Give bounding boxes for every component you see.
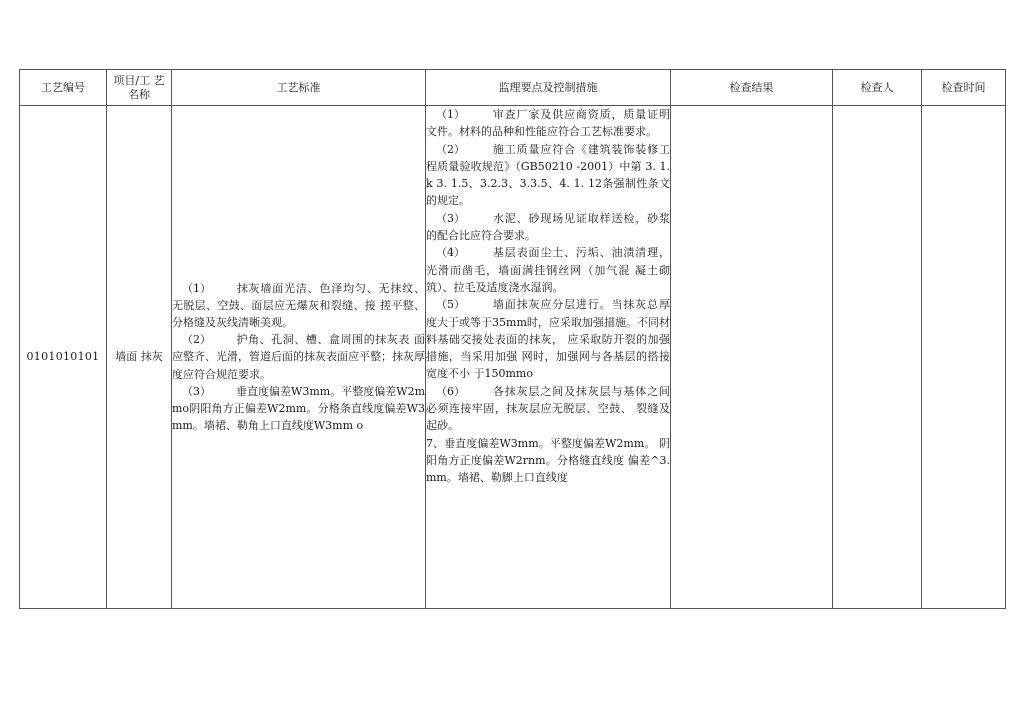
header-supervision-points: 监理要点及控制措施 <box>426 70 671 106</box>
supervision-item <box>426 106 670 141</box>
standard-item-text: 抹灰墙面光洁、色泽均匀、无抹纹、 无脱层、空鼓、面层应无爆灰和裂缝、接 搓平整、分格缝及灰线清晰美观。 <box>172 281 425 329</box>
supervision-item-text: 墙面抹灰应分层进行。当抹灰总厚 度大于或等于35mm时，应采取加强措施。不同材料基础交接处表面的抹灰， 应采取防开裂的加强措施，当采用加强 网时，加强网与各基层的搭接宽度不小 于150mmo <box>426 298 670 381</box>
supervision-item <box>426 296 670 382</box>
supervision-points-cell <box>426 106 671 609</box>
process-code-cell: 0101010101 <box>20 106 107 609</box>
header-inspector: 检查人 <box>833 70 922 106</box>
standard-item <box>172 383 425 435</box>
supervision-item-number: （3） <box>436 211 465 225</box>
header-inspection-result: 检查结果 <box>671 70 833 106</box>
header-item-name-line1: 项目/工 艺 <box>113 73 165 87</box>
supervision-item <box>426 210 670 245</box>
table-row <box>20 106 1006 609</box>
supervision-item <box>426 383 670 435</box>
supervision-item <box>426 244 670 296</box>
standard-item-number: （1） <box>182 281 211 295</box>
standard-item <box>172 280 425 332</box>
standard-item-number: （2） <box>182 333 211 347</box>
supervision-item <box>426 141 670 210</box>
header-item-name-line2: 名称 <box>128 87 150 101</box>
inspection-time-cell <box>922 106 1006 609</box>
header-inspection-time: 检查时间 <box>922 70 1006 106</box>
supervision-item-number: （6） <box>436 384 465 398</box>
standard-item <box>172 331 425 383</box>
header-row <box>20 70 1006 106</box>
supervision-item-number: （2） <box>436 142 465 156</box>
header-process-standard: 工艺标准 <box>172 70 426 106</box>
standard-item-text: 垂直度偏差W3mm。平整度偏差W2mmo阴阳角方正偏差W2mm。分格条直线度偏差W3mm。墙裙、勒角上口直线度W3mm o <box>172 384 425 433</box>
supervision-item-text: 7、垂直度偏差W3mm。平整度偏差W2mm。 阴阳角方正度偏差W2rnm。分格缝直线度 偏差^3. mm。墙裙、勒脚上口直线度 <box>426 436 670 485</box>
standard-item-text: 护角、孔洞、槽、盒周围的抹灰表 面应整齐、光滑，管道后面的抹灰表面应平整；抹灰厚度应符合规范要求。 <box>172 333 425 381</box>
supervision-item-text: 基层表面尘土、污垢、油渍清理， 光滑而凿毛，墙面满挂钢丝网（加气混 凝土砌筑）、拉毛及适度浇水湿润。 <box>426 246 670 294</box>
supervision-item-text: 水泥、砂现场见证取样送检，砂浆 的配合比应符合要求。 <box>426 211 670 243</box>
inspector-cell <box>833 106 922 609</box>
supervision-item-number: （5） <box>436 298 465 312</box>
header-item-name <box>107 70 172 106</box>
process-standard-cell <box>172 106 426 609</box>
supervision-item-number: （4） <box>436 246 465 260</box>
supervision-item-text: 施工质量应符合《建筑装饰装修工 程质量验收规范》（GB50210 -2001）中第 3. 1. k 3. 1.5、3.2.3、3.3.5、4. 1. 12条强制性条文的规定。 <box>426 142 670 208</box>
inspection-result-cell <box>671 106 833 609</box>
item-name-cell: 墙面 抹灰 <box>107 106 172 609</box>
supervision-item-number: （1） <box>436 108 465 121</box>
supervision-item-text: 审查厂家及供应商资质，质量证明 文件。材料的品种和性能应符合工艺标准要求。 <box>426 108 670 139</box>
supervision-item-text: 各抹灰层之间及抹灰层与基体之间 必须连接牢固，抹灰层应无脱层、空鼓、 裂缝及起砂。 <box>426 384 670 433</box>
standard-item-number: （3） <box>182 384 211 398</box>
process-inspection-table <box>19 69 1006 609</box>
header-process-code: 工艺编号 <box>20 70 107 106</box>
supervision-item <box>426 435 670 487</box>
